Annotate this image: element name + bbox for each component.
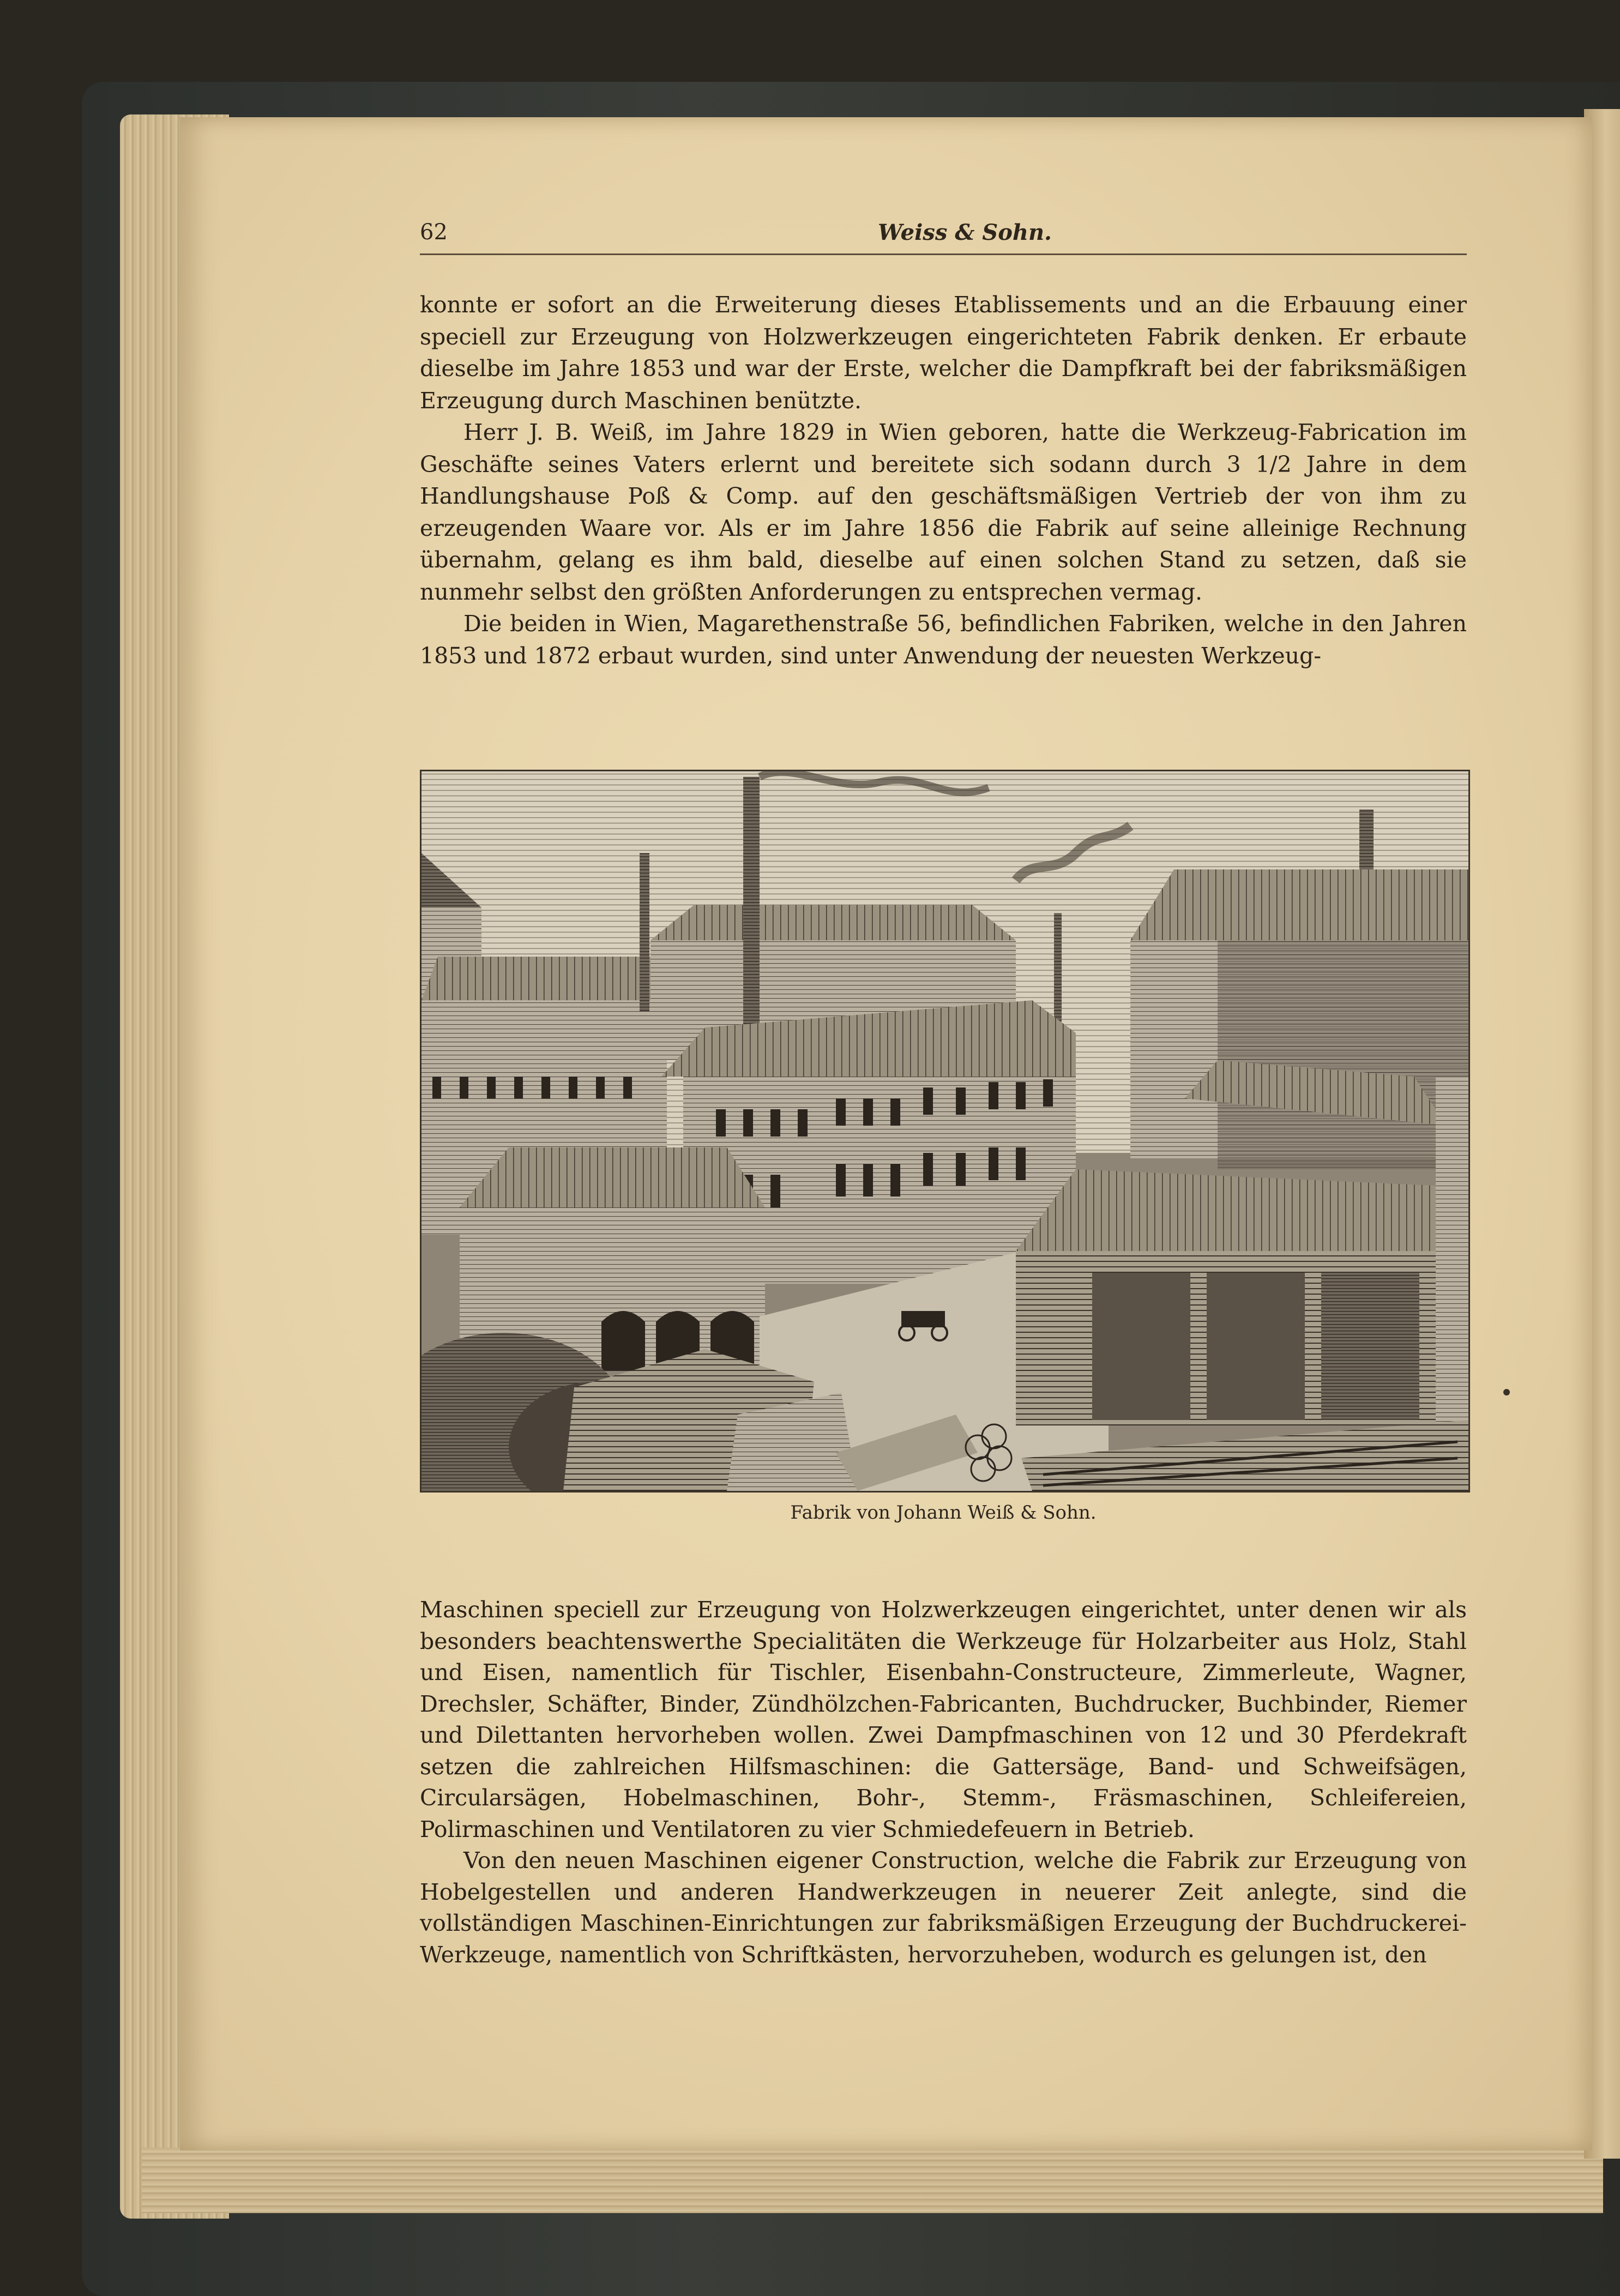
paragraph: konnte er sofort an die Erweiterung dieses Etablissements und an die Erbauung einer speciell zur Erzeugung von Holzwerkzeugen eingerichteten Fabrik denken. Er erbaute dieselbe im Jahre 1853 und war der Erste, welcher die Dampfkraft bei der fabriksmäßigen Erzeugung durch Maschinen benützte. bbox=[420, 292, 1467, 414]
page-edges-bottom bbox=[142, 2148, 1603, 2213]
paragraph: Die beiden in Wien, Magarethenstraße 56, befindlichen Fabriken, welche in den Jahren 1853 und 1872 erbaut wurden, sind unter Anwendung der neuesten Werkzeug- bbox=[420, 611, 1467, 669]
margin-mark bbox=[1503, 1389, 1510, 1395]
factory-engraving bbox=[420, 770, 1470, 1493]
paragraph: Von den neuen Maschinen eigener Construction, welche die Fabrik zur Erzeugung von Hobelgestellen und anderen Handwerkzeugen in neuerer Zeit anlegte, sind die vollständigen Maschinen-Einrichtungen zur fabriksmäßigen Erzeugung der Buchdruckerei-Werkzeuge, namentlich von Schriftkästen, hervorzuheben, wodurch es gelungen ist, den bbox=[420, 1847, 1467, 1968]
text-block-top bbox=[420, 289, 1467, 672]
figure-caption: Fabrik von Johann Weiß & Sohn. bbox=[790, 1502, 1097, 1524]
text-block-bottom bbox=[420, 1594, 1467, 1971]
page-number: 62 bbox=[420, 220, 448, 245]
paragraph: Maschinen speciell zur Erzeugung von Holzwerkzeugen eingerichtet, unter denen wir als besonders beachtenswerthe Specialitäten die Werkzeuge für Holzarbeiter aus Holz, Stahl und Eisen, namentlich für Tischler, Eisenbahn-Constructeure, Zimmerleute, Wagner, Drechsler, Schäfter, Binder, Zündhölzchen-Fabricanten, Buchdrucker, Buchbinder, Riemer und Dilettanten hervorheben wollen. Zwei Dampfmaschinen von 12 und 30 Pferdekraft setzen die zahlreichen Hilfsmaschinen: die Gattersäge, Band- und Schweifsägen, Circularsägen, Hobelmaschinen, Bohr-, Stemm-, Fräsmaschinen, Schleifereien, Polirmaschinen und Ventilatoren zu vier Schmiedefeuern in Betrieb. bbox=[420, 1597, 1467, 1842]
paragraph: Herr J. B. Weiß, im Jahre 1829 in Wien geboren, hatte die Werkzeug-Fabrication im Geschäfte seines Vaters erlernt und bereitete sich sodann durch 3 1/2 Jahre in dem Handlungshause Poß & Comp. auf den geschäftsmäßigen Vertrieb der von ihm zu erzeugenden Waare vor. Als er im Jahre 1856 die Fabrik auf seine alleinige Rechnung übernahm, gelang es ihm bald, dieselbe auf einen solchen Stand zu setzen, daß sie nunmehr selbst den größten Anforderungen zu entsprechen vermag. bbox=[420, 419, 1467, 605]
running-title: Weiss & Sohn. bbox=[878, 220, 1052, 245]
running-head bbox=[420, 215, 1467, 255]
factory-illustration bbox=[421, 771, 1468, 1491]
